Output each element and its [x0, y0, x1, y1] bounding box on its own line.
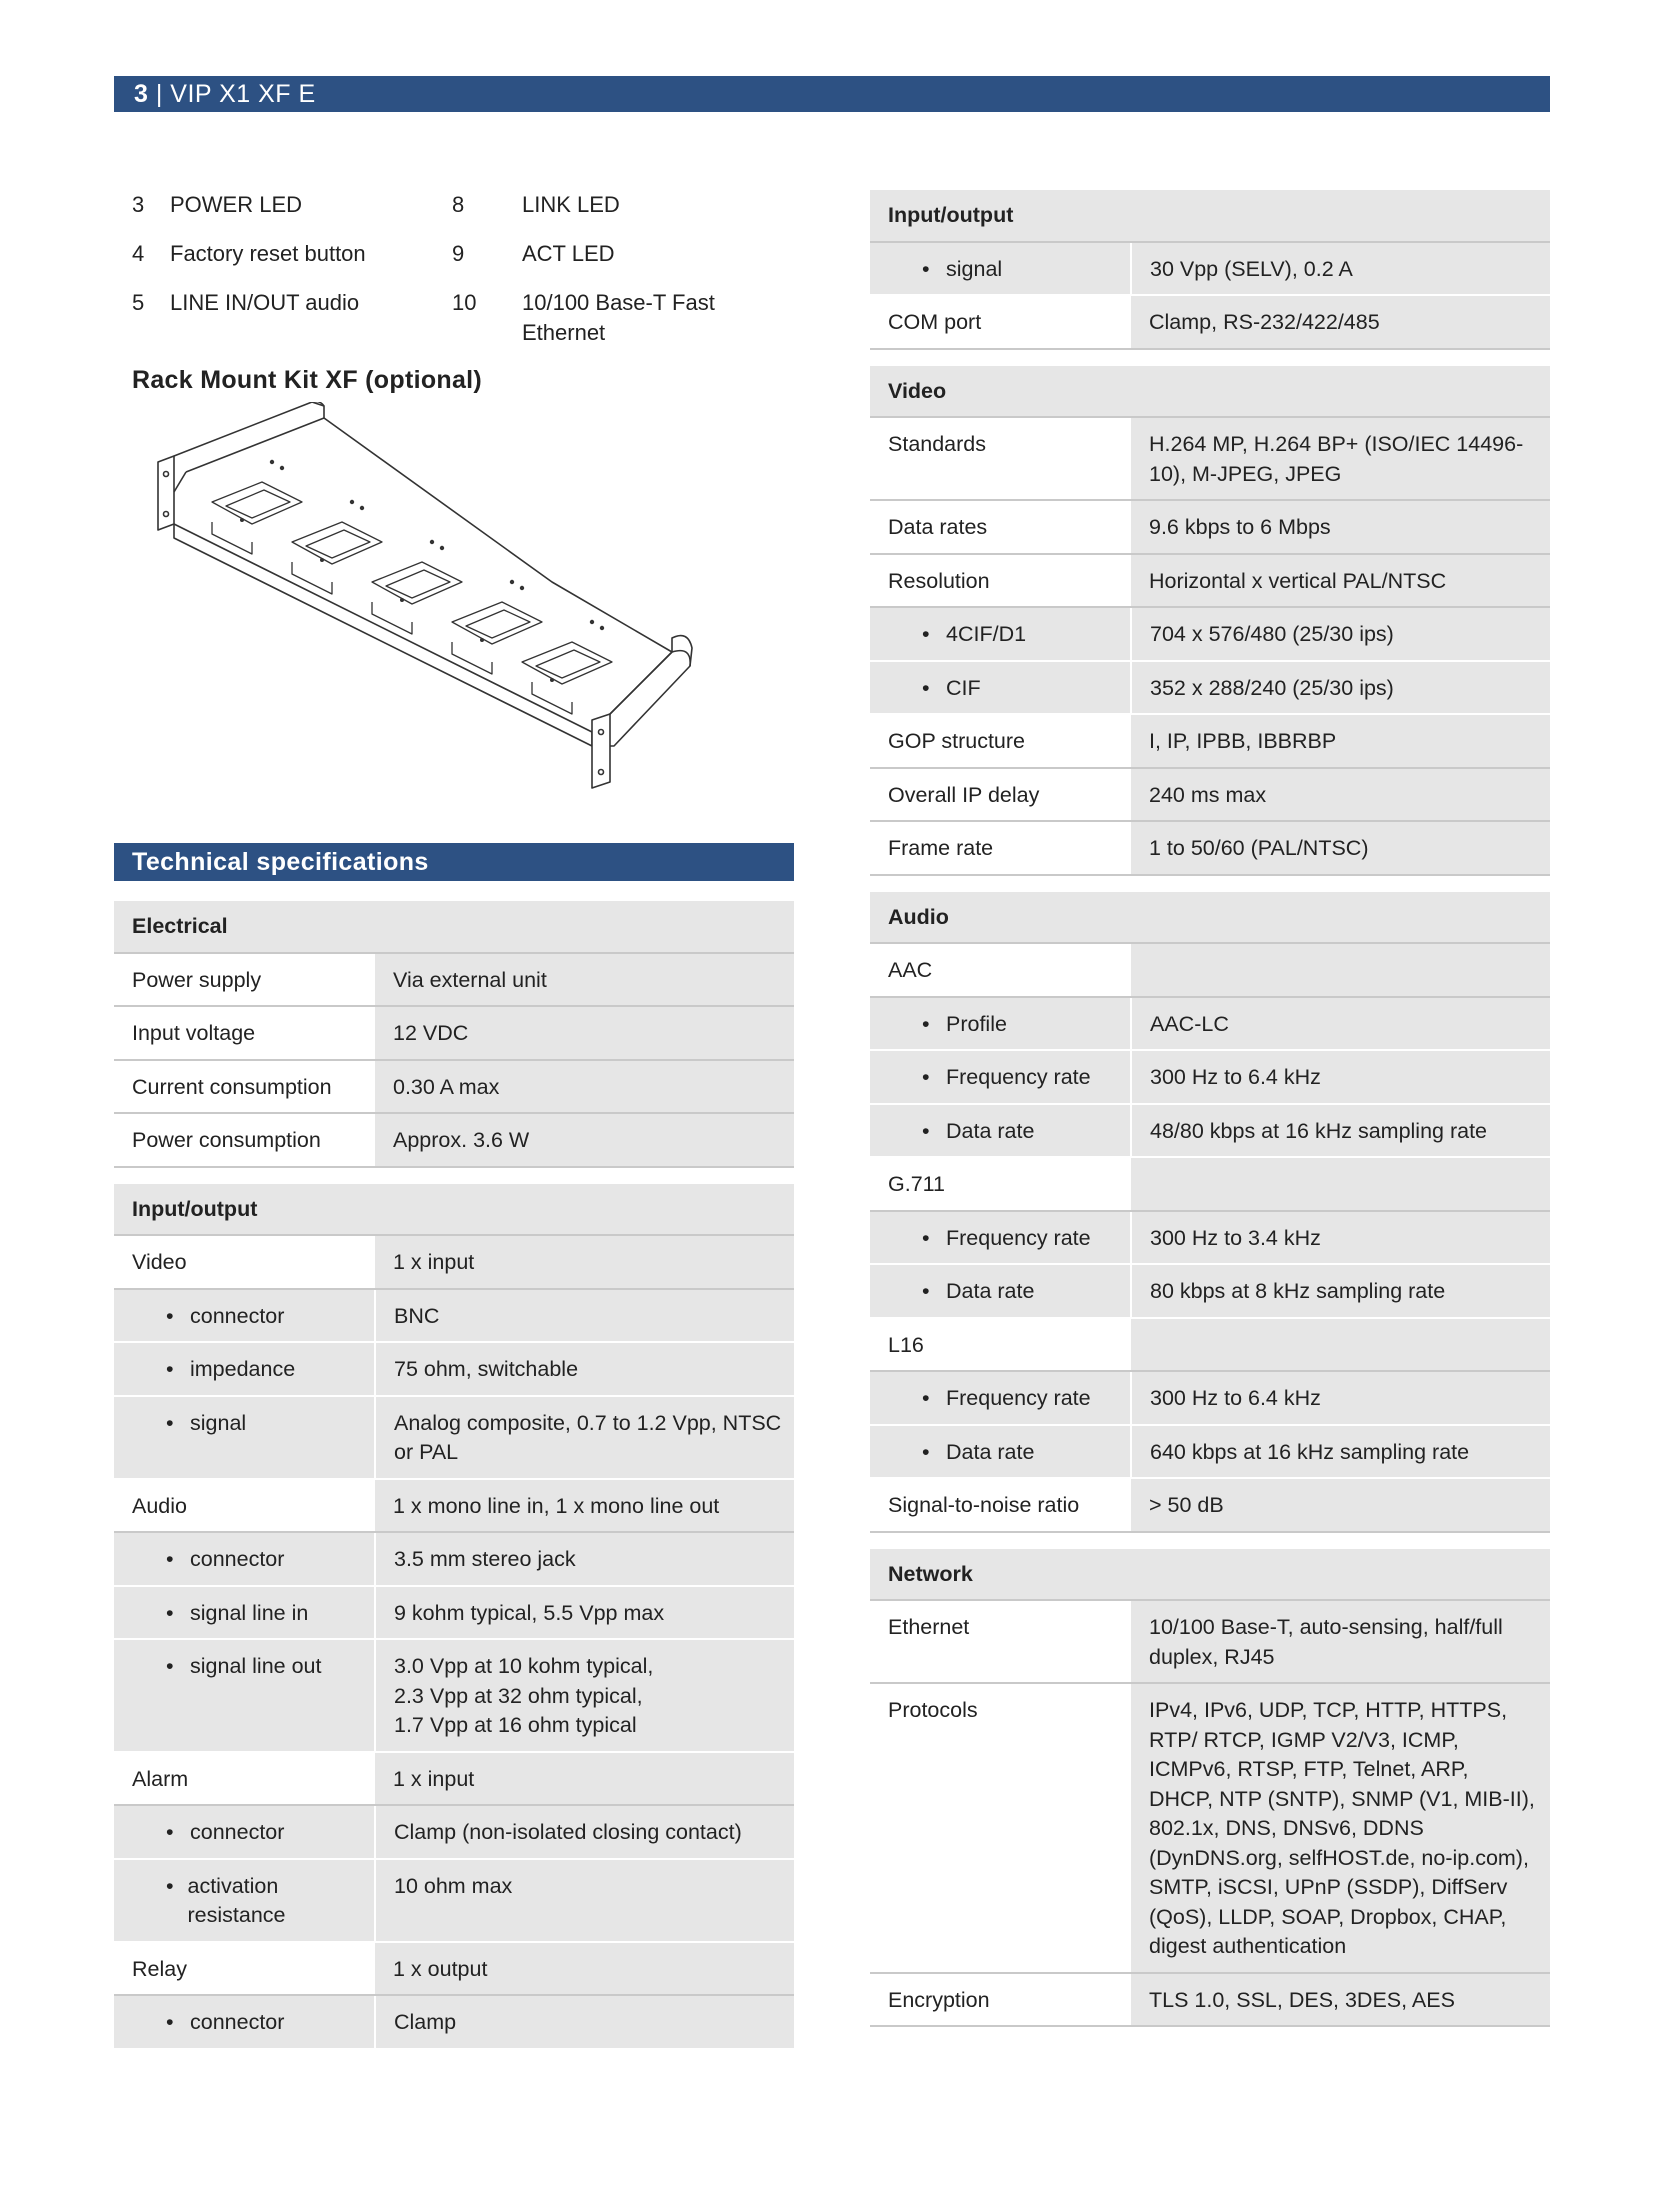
spec-sublabel-text: connector — [190, 2010, 285, 2034]
spec-subrow — [870, 607, 1550, 661]
bullet-icon: • — [922, 256, 930, 281]
spec-sublabel-text: impedance — [190, 1357, 296, 1381]
spec-label: Frame rate — [870, 821, 1131, 875]
bullet-icon: • — [922, 1386, 930, 1410]
spec-sublabel-text: Data rate — [946, 1439, 1035, 1464]
spec-sublabel-text: CIF — [946, 675, 981, 700]
legend-number: 5 — [132, 290, 145, 315]
spec-value — [1131, 1318, 1550, 1372]
legend-item — [114, 288, 420, 318]
spec-value: IPv4, IPv6, UDP, TCP, HTTP, HTTPS, RTP/ RTCP, IGMP V2/V3, ICMP, ICMPv6, RTSP, FTP, Telnet, ARP, DHCP, NTP (SNTP), SNMP (V1, MIB-II), 802.1x, DNS, DNSv6, DDNS (DynDNS.org, selfHOST.de, no-ip.com), SMTP, iSCSI, UPnP (SSDP), DiffServ (QoS), LLDP, SOAP, Dropbox, CHAP, digest authentication — [1131, 1683, 1550, 1973]
spec-value — [1131, 943, 1550, 997]
spec-value: Horizontal x vertical PAL/NTSC — [1131, 554, 1550, 608]
spec-label: Protocols — [870, 1683, 1131, 1973]
spec-value: Analog composite, 0.7 to 1.2 Vpp, NTSC or PAL — [375, 1396, 794, 1479]
spec-subrow — [114, 1859, 794, 1942]
connector-legend — [114, 190, 794, 362]
spec-label — [114, 1532, 375, 1586]
spec-value: 10/100 Base-T, auto-sensing, half/full duplex, RJ45 — [1131, 1600, 1550, 1683]
spec-value: 3.0 Vpp at 10 kohm typical, 2.3 Vpp at 32 ohm typical, 1.7 Vpp at 16 ohm typical — [375, 1639, 794, 1752]
spec-value: 9.6 kbps to 6 Mbps — [1131, 500, 1550, 554]
page-header — [114, 76, 1550, 112]
spec-subrow — [114, 1995, 794, 2049]
legend-text: ACT LED — [522, 241, 615, 266]
spec-label — [870, 1264, 1131, 1318]
technical-specifications-title: Technical specifications — [114, 843, 794, 881]
bullet-icon: • — [922, 622, 930, 646]
spec-value: 352 x 288/240 (25/30 ips) — [1131, 661, 1550, 715]
spec-row — [870, 417, 1550, 500]
rack-mount-title: Rack Mount Kit XF (optional) — [132, 366, 483, 394]
spec-label — [114, 1586, 375, 1640]
spec-subrow — [870, 1264, 1550, 1318]
bullet-icon: • — [166, 1410, 174, 1435]
spec-section-title: Audio — [870, 892, 1550, 944]
spec-label — [114, 1639, 375, 1752]
bullet-icon: • — [922, 1279, 930, 1303]
spec-row — [114, 1006, 794, 1060]
spec-row — [870, 821, 1550, 875]
spacer-cell — [870, 875, 1550, 892]
spec-label — [870, 1050, 1131, 1104]
spec-row — [870, 1683, 1550, 1973]
section-spacer — [870, 1532, 1550, 1549]
legend-text: 10/100 Base-T Fast Ethernet — [522, 290, 715, 345]
spec-sublabel-text: signal line in — [190, 1600, 309, 1625]
spec-value: 1 to 50/60 (PAL/NTSC) — [1131, 821, 1550, 875]
spec-label: Data rates — [870, 500, 1131, 554]
spec-row — [114, 1113, 794, 1167]
spec-label — [870, 1371, 1131, 1425]
spec-value: Clamp — [375, 1995, 794, 2049]
spec-value: 75 ohm, switchable — [375, 1342, 794, 1396]
spec-label: Current consumption — [114, 1060, 375, 1114]
spec-value: H.264 MP, H.264 BP+ (ISO/IEC 14496-10), M-JPEG, JPEG — [1131, 417, 1550, 500]
bullet-icon: • — [166, 1600, 174, 1625]
section-spacer — [870, 349, 1550, 366]
spec-subrow — [114, 1396, 794, 1479]
spec-section-header — [870, 366, 1550, 418]
spec-value — [1131, 1157, 1550, 1211]
product-name: VIP X1 XF E — [170, 80, 316, 108]
legend-item — [434, 288, 732, 348]
spec-label: Alarm — [114, 1752, 375, 1806]
spec-value: 300 Hz to 6.4 kHz — [1131, 1371, 1550, 1425]
legend-text: Factory reset button — [170, 241, 366, 266]
legend-item — [434, 190, 732, 220]
spec-label: AAC — [870, 943, 1131, 997]
header-separator: | — [148, 80, 171, 108]
spec-sublabel-text: connector — [190, 1303, 285, 1328]
spec-value: 300 Hz to 6.4 kHz — [1131, 1050, 1550, 1104]
spec-subrow — [870, 1371, 1550, 1425]
spec-sublabel-text: Frequency rate — [946, 1225, 1091, 1250]
spec-value: 30 Vpp (SELV), 0.2 A — [1131, 242, 1550, 296]
spec-section-title: Network — [870, 1549, 1550, 1601]
spec-label: L16 — [870, 1318, 1131, 1372]
legend-item — [434, 239, 732, 269]
spec-label: G.711 — [870, 1157, 1131, 1211]
spec-value: 640 kbps at 16 kHz sampling rate — [1131, 1425, 1550, 1479]
section-spacer — [870, 875, 1550, 892]
spec-label: Audio — [114, 1479, 375, 1533]
spec-label: Standards — [870, 417, 1131, 500]
spec-value: > 50 dB — [1131, 1478, 1550, 1532]
spec-row — [870, 554, 1550, 608]
spec-row — [114, 1942, 794, 1996]
spec-value: AAC-LC — [1131, 997, 1550, 1051]
spec-sublabel-text: connector — [190, 1820, 285, 1844]
spec-sublabel-text: signal line out — [190, 1654, 322, 1678]
spec-sublabel-text: signal — [946, 256, 1003, 281]
spec-row — [870, 1973, 1550, 2027]
spec-sublabel-text: Frequency rate — [946, 1386, 1091, 1410]
spacer-cell — [114, 1167, 794, 1184]
spec-row — [114, 953, 794, 1007]
spec-row — [870, 1157, 1550, 1211]
spec-subrow — [870, 1050, 1550, 1104]
spec-sublabel-text: signal — [190, 1410, 247, 1435]
spec-value: 704 x 576/480 (25/30 ips) — [1131, 607, 1550, 661]
spec-label: Ethernet — [870, 1600, 1131, 1683]
bullet-icon: • — [922, 1065, 930, 1089]
spec-label: Power consumption — [114, 1113, 375, 1167]
spec-row — [870, 1600, 1550, 1683]
bullet-icon: • — [922, 1011, 930, 1036]
legend-text: POWER LED — [170, 192, 303, 217]
bullet-icon: • — [166, 1654, 174, 1678]
right-column — [870, 190, 1550, 2027]
spec-sublabel-text: Data rate — [946, 1279, 1035, 1303]
spec-subrow — [870, 242, 1550, 296]
spec-value: 3.5 mm stereo jack — [375, 1532, 794, 1586]
spec-value: 1 x input — [375, 1752, 794, 1806]
spec-label — [870, 242, 1131, 296]
spec-label: Relay — [114, 1942, 375, 1996]
spec-subrow — [114, 1586, 794, 1640]
legend-text: LINK LED — [522, 192, 620, 217]
spec-value: 240 ms max — [1131, 768, 1550, 822]
spec-value: 48/80 kbps at 16 kHz sampling rate — [1131, 1104, 1550, 1158]
spec-sublabel-text: activation resistance — [187, 1873, 286, 1927]
legend-item — [114, 239, 420, 269]
spec-row — [114, 1235, 794, 1289]
spec-table-right — [870, 190, 1550, 2027]
spec-label — [114, 1995, 375, 2049]
spec-value: 9 kohm typical, 5.5 Vpp max — [375, 1586, 794, 1640]
spec-row — [870, 714, 1550, 768]
spec-row — [114, 1479, 794, 1533]
spec-row — [114, 1752, 794, 1806]
spec-sublabel-text: connector — [190, 1547, 285, 1571]
spec-section-title: Input/output — [870, 190, 1550, 242]
spec-subrow — [114, 1289, 794, 1343]
spec-section-header — [870, 190, 1550, 242]
spec-label — [114, 1805, 375, 1859]
left-column — [114, 190, 794, 2050]
spec-sublabel-text: Data rate — [946, 1118, 1035, 1143]
legend-number: 10 — [452, 290, 477, 315]
spec-label: Power supply — [114, 953, 375, 1007]
spec-sublabel-text: Frequency rate — [946, 1065, 1091, 1089]
spec-row — [870, 943, 1550, 997]
bullet-icon: • — [922, 1225, 930, 1250]
spec-subrow — [114, 1805, 794, 1859]
spacer-cell — [870, 1532, 1550, 1549]
rack-mount-kit-illustration — [152, 402, 712, 804]
spec-sublabel-text: 4CIF/D1 — [946, 622, 1027, 646]
spec-subrow — [870, 1211, 1550, 1265]
spec-section-header — [114, 1184, 794, 1236]
spec-label: Video — [114, 1235, 375, 1289]
spec-label: Input voltage — [114, 1006, 375, 1060]
spec-label — [870, 607, 1131, 661]
spec-section-header — [870, 892, 1550, 944]
spec-label: Encryption — [870, 1973, 1131, 2027]
bullet-icon: • — [166, 1547, 174, 1571]
bullet-icon: • — [166, 1820, 174, 1844]
legend-text: LINE IN/OUT audio — [170, 290, 360, 315]
spec-value: 10 ohm max — [375, 1859, 794, 1942]
spec-subrow — [114, 1342, 794, 1396]
spec-label — [870, 1425, 1131, 1479]
spec-section-title: Input/output — [114, 1184, 794, 1236]
spec-subrow — [870, 661, 1550, 715]
spec-label — [114, 1396, 375, 1479]
page-number: 3 — [134, 80, 149, 108]
spec-label: Signal-to-noise ratio — [870, 1478, 1131, 1532]
spec-value: Via external unit — [375, 953, 794, 1007]
bullet-icon: • — [166, 1303, 174, 1328]
spec-value: 80 kbps at 8 kHz sampling rate — [1131, 1264, 1550, 1318]
spec-label — [870, 1104, 1131, 1158]
spec-value: BNC — [375, 1289, 794, 1343]
legend-number: 8 — [452, 192, 465, 217]
spec-subrow — [870, 1425, 1550, 1479]
spec-row — [870, 500, 1550, 554]
spec-value: Clamp (non-isolated closing contact) — [375, 1805, 794, 1859]
spec-row — [870, 295, 1550, 349]
bullet-icon: • — [166, 1357, 174, 1381]
spec-label: Overall IP delay — [870, 768, 1131, 822]
spec-section-title: Electrical — [114, 901, 794, 953]
spec-section-title: Video — [870, 366, 1550, 418]
bullet-icon: • — [166, 2010, 174, 2034]
spec-value: 1 x output — [375, 1942, 794, 1996]
spec-table-left — [114, 901, 794, 2050]
spec-label — [870, 1211, 1131, 1265]
spec-sublabel-text: Profile — [946, 1011, 1007, 1036]
spec-value: 1 x mono line in, 1 x mono line out — [375, 1479, 794, 1533]
bullet-icon: • — [922, 675, 930, 700]
spec-row — [870, 1478, 1550, 1532]
spec-label: COM port — [870, 295, 1131, 349]
spec-label — [870, 661, 1131, 715]
spec-value: I, IP, IPBB, IBBRBP — [1131, 714, 1550, 768]
spec-label — [114, 1342, 375, 1396]
spec-label: Resolution — [870, 554, 1131, 608]
spec-label — [114, 1289, 375, 1343]
spec-row — [870, 1318, 1550, 1372]
spec-value: 0.30 A max — [375, 1060, 794, 1114]
legend-item — [114, 190, 420, 220]
spec-subrow — [114, 1639, 794, 1752]
bullet-icon: • — [922, 1118, 930, 1143]
spec-section-header — [114, 901, 794, 953]
spec-value: Approx. 3.6 W — [375, 1113, 794, 1167]
spec-subrow — [870, 997, 1550, 1051]
bullet-icon: • — [166, 1873, 174, 1898]
spec-row — [870, 768, 1550, 822]
legend-number: 3 — [132, 192, 145, 217]
spec-row — [114, 1060, 794, 1114]
spec-value: 300 Hz to 3.4 kHz — [1131, 1211, 1550, 1265]
bullet-icon: • — [922, 1439, 930, 1464]
spec-value: Clamp, RS-232/422/485 — [1131, 295, 1550, 349]
spec-label — [114, 1859, 375, 1942]
spacer-cell — [870, 349, 1550, 366]
spec-value: TLS 1.0, SSL, DES, 3DES, AES — [1131, 1973, 1550, 2027]
spec-subrow — [870, 1104, 1550, 1158]
spec-section-header — [870, 1549, 1550, 1601]
spec-subrow — [114, 1532, 794, 1586]
spec-value: 12 VDC — [375, 1006, 794, 1060]
section-spacer — [114, 1167, 794, 1184]
spec-label: GOP structure — [870, 714, 1131, 768]
legend-number: 4 — [132, 241, 145, 266]
spec-label — [870, 997, 1131, 1051]
legend-number: 9 — [452, 241, 465, 266]
spec-value: 1 x input — [375, 1235, 794, 1289]
